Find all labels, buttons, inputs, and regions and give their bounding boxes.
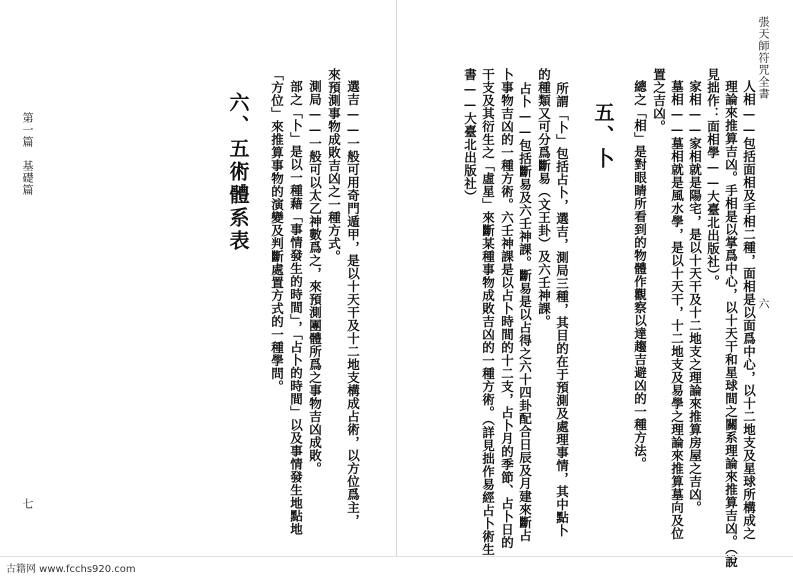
body-line-l3: 測局——一般可以太乙神數爲之，來預測團體所爲之事物吉凶成敗。	[307, 80, 323, 475]
page-fold-divider	[396, 0, 397, 556]
section-heading-six: 六、五術體系表	[226, 92, 250, 253]
left-page	[0, 0, 396, 556]
running-head-left: 第一篇 基礎篇	[21, 112, 34, 196]
body-line-l5: 「方位」來推算事物的演變及判斷處置方式的一種學問。	[269, 68, 285, 393]
watermark-text: 古籍网 www.fcchs920.com	[6, 564, 136, 575]
body-line-l1: 選吉——一般可用奇門遁甲，是以十天干及十二地支構成占術，以方位爲主，	[345, 80, 361, 527]
right-page	[397, 0, 793, 568]
page-number-left: 七	[21, 498, 34, 510]
body-line-l4: 部之「卜」是以一種藉「事情發生的時間」，「占卜的時間」以及事情發生地點地	[288, 80, 304, 536]
body-line-r10: 占卜——包括斷易及六壬神課。斷易是以占得之六十四卦配合日辰及月建來斷占	[517, 82, 533, 542]
body-line-l2: 來預測事物成敗吉凶之一種方式。	[326, 68, 342, 263]
page-number-right: 六	[757, 298, 770, 310]
body-line-r1: 人相——包括面相及手相二種，面相是以面爲中心，以十二地支及星球所構成之	[741, 80, 757, 540]
running-head-right: 張天師符咒全書	[757, 16, 770, 100]
body-line-r9: 的種類又可分爲斷易（文王卦）及六壬神課。	[536, 68, 552, 328]
body-line-r7: 總之「相」是對眼睛所看到的物體作觀察以達趨吉避凶的一種方法。	[632, 80, 648, 470]
body-line-r11: 卜事物吉凶的一種方術。六壬神課是以占卜時間的十二支，占卜月的季節、占卜日的	[499, 68, 515, 549]
body-line-r13: 書——大臺北出版社）	[462, 68, 478, 203]
body-line-r12: 干支及其衍生之「虛星」來斷某種事物成敗吉凶的一種方術。（詳見拙作易經占卜術生	[480, 68, 496, 556]
body-line-r2: 理論來推算吉凶。手相是以掌爲中心，以十天干和星球間之關系理論來推算吉凶。（說	[723, 80, 739, 568]
body-line-r4: 家相——家相就是陽宅，是以十天干及十二地支之理論來推算房屋之吉凶。	[687, 80, 703, 514]
body-line-r8: 所謂「卜」包括占卜，選吉，測局三種，其目的在于預測及處理事情，其中點卜	[554, 82, 570, 537]
scan-watermark	[0, 556, 793, 578]
body-line-r5: 墓相——墓相就是風水學，是以十天干，十二地支及易學之理論來推算墓向及位	[669, 80, 685, 540]
section-heading-five: 五、卜	[591, 102, 615, 171]
body-line-r6: 置之吉凶。	[651, 68, 667, 133]
body-line-r3: 見拙作：面相學——大臺北出版社）。	[705, 68, 721, 288]
